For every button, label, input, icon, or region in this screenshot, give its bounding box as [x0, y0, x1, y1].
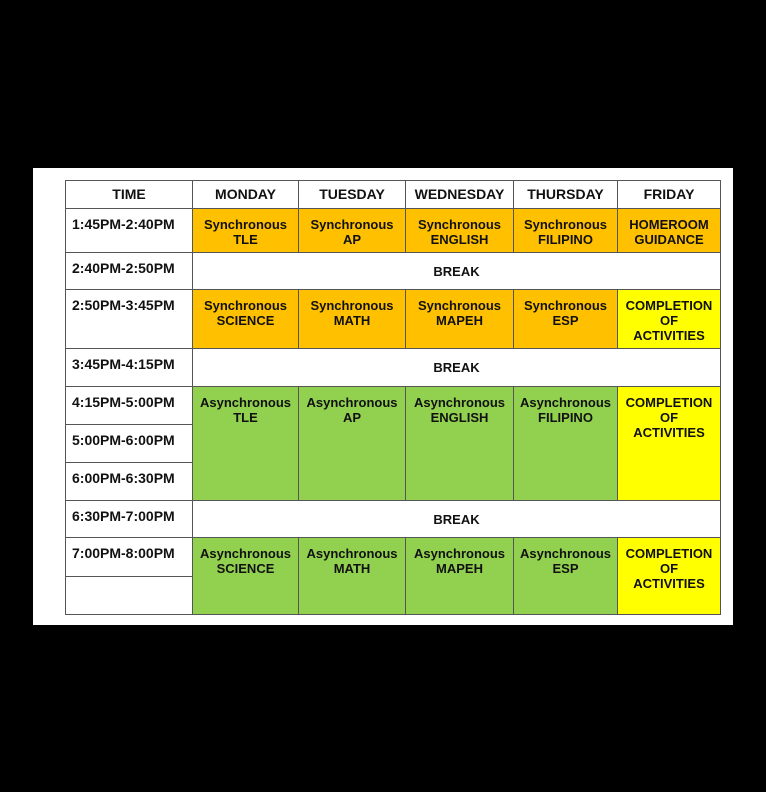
class-mode: Synchronous: [523, 217, 608, 232]
class-subject: SCIENCE: [216, 313, 275, 328]
break-cell: BREAK: [193, 501, 721, 538]
class-cell: [618, 209, 721, 253]
class-subject: MATH: [333, 561, 371, 576]
class-mode: Asynchronous: [199, 546, 291, 561]
break-cell: BREAK: [193, 253, 721, 290]
time-slot: 2:40PM-2:50PM: [66, 253, 193, 290]
class-cell: [193, 387, 299, 501]
class-cell: [193, 538, 299, 615]
header-tuesday: TUESDAY: [299, 181, 406, 209]
class-subject: AP: [342, 410, 362, 425]
class-subject: MAPEH: [436, 561, 483, 576]
class-subject: MATH: [333, 313, 371, 328]
row-break-2: [66, 349, 721, 387]
class-cell: [514, 209, 618, 253]
class-subject: OF: [659, 313, 679, 328]
row-async-2a: [66, 538, 721, 577]
class-subject: OF: [659, 410, 679, 425]
row-sync-2: [66, 290, 721, 349]
time-slot: [66, 577, 193, 615]
class-cell: [299, 209, 406, 253]
class-subject: ACTIVITIES: [633, 328, 705, 343]
class-mode: COMPLETION: [625, 395, 713, 410]
class-subject: ENGLISH: [430, 410, 489, 425]
class-mode: Asynchronous: [519, 546, 611, 561]
time-slot: 2:50PM-3:45PM: [66, 290, 193, 349]
header-monday: MONDAY: [193, 181, 299, 209]
class-subject: SCIENCE: [216, 561, 275, 576]
row-break-3: [66, 501, 721, 538]
class-subject: FILIPINO: [538, 232, 593, 247]
class-mode: Synchronous: [417, 298, 502, 313]
class-cell: [406, 290, 514, 349]
class-subject: AP: [342, 232, 362, 247]
row-async-1a: [66, 387, 721, 425]
class-mode: COMPLETION: [625, 298, 713, 313]
class-mode: Synchronous: [310, 217, 394, 232]
class-mode: Asynchronous: [306, 546, 398, 561]
time-slot: 7:00PM-8:00PM: [66, 538, 193, 577]
class-subject: TLE: [233, 410, 258, 425]
class-schedule-table: [65, 180, 721, 615]
class-cell: [618, 387, 721, 501]
header-wednesday: WEDNESDAY: [406, 181, 514, 209]
class-subject: ESP: [552, 561, 579, 576]
class-mode: Asynchronous: [413, 546, 505, 561]
class-subject: OF: [659, 561, 679, 576]
class-subject: GUIDANCE: [634, 232, 704, 247]
class-mode: Synchronous: [203, 298, 288, 313]
header-friday: FRIDAY: [618, 181, 721, 209]
header-time: TIME: [66, 181, 193, 209]
class-subject: MAPEH: [436, 313, 483, 328]
class-subject: ACTIVITIES: [633, 425, 705, 440]
class-cell: [514, 387, 618, 501]
class-cell: [299, 290, 406, 349]
header-row: [66, 181, 721, 209]
class-mode: Asynchronous: [199, 395, 291, 410]
class-cell: [406, 387, 514, 501]
class-mode: Asynchronous: [413, 395, 505, 410]
time-slot: 5:00PM-6:00PM: [66, 425, 193, 463]
class-cell: [514, 538, 618, 615]
class-cell: [193, 290, 299, 349]
class-mode: Synchronous: [523, 298, 608, 313]
class-mode: Synchronous: [417, 217, 502, 232]
class-mode: Synchronous: [310, 298, 394, 313]
class-subject: ACTIVITIES: [633, 576, 705, 591]
time-slot: 1:45PM-2:40PM: [66, 209, 193, 253]
class-subject: FILIPINO: [538, 410, 593, 425]
row-break-1: [66, 253, 721, 290]
header-thursday: THURSDAY: [514, 181, 618, 209]
class-cell: [514, 290, 618, 349]
time-slot: 6:00PM-6:30PM: [66, 463, 193, 501]
class-mode: Synchronous: [203, 217, 288, 232]
class-mode: Asynchronous: [306, 395, 398, 410]
class-subject: ESP: [552, 313, 579, 328]
class-cell: [618, 290, 721, 349]
class-subject: ENGLISH: [430, 232, 489, 247]
class-subject: TLE: [233, 232, 258, 247]
schedule-sheet: [33, 168, 733, 625]
time-slot: 3:45PM-4:15PM: [66, 349, 193, 387]
row-sync-1: [66, 209, 721, 253]
class-mode: Asynchronous: [519, 395, 611, 410]
class-cell: [193, 209, 299, 253]
class-cell: [406, 209, 514, 253]
break-cell: BREAK: [193, 349, 721, 387]
class-cell: [299, 387, 406, 501]
class-mode: HOMEROOM: [629, 217, 709, 232]
time-slot: 6:30PM-7:00PM: [66, 501, 193, 538]
time-slot: 4:15PM-5:00PM: [66, 387, 193, 425]
class-mode: COMPLETION: [625, 546, 713, 561]
class-cell: [618, 538, 721, 615]
class-cell: [406, 538, 514, 615]
class-cell: [299, 538, 406, 615]
